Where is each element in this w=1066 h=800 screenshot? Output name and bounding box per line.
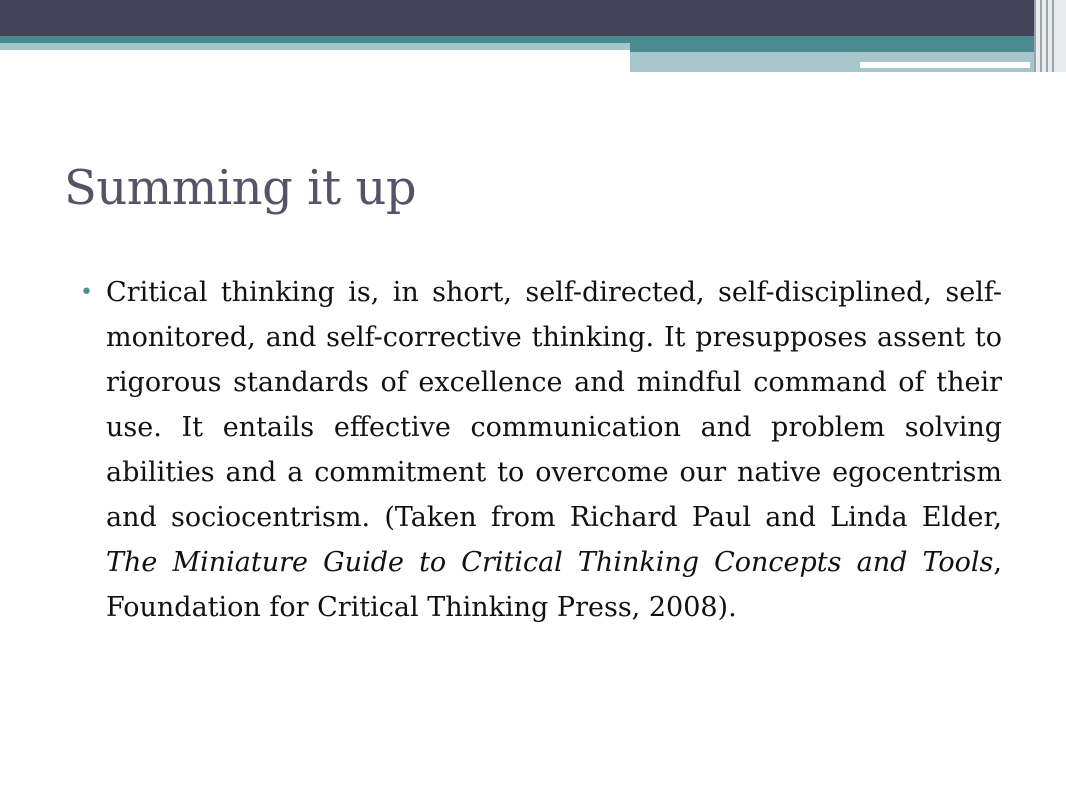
bullet-icon: •: [80, 280, 93, 305]
banner-vertical-stripes: [1034, 0, 1066, 72]
slide-title: Summing it up: [64, 160, 417, 216]
banner-white-line-left: [0, 50, 630, 52]
banner-white-line-right: [860, 62, 1030, 68]
book-title-italic: The Miniature Guide to Critical Thinking Concepts and Tools: [106, 547, 994, 578]
bullet-item: [80, 270, 1002, 630]
banner-dark-bar: [0, 0, 1066, 36]
paragraph-text-part1: Critical thinking is, in short, self-directed, self-disciplined, self-monitored, and self-corrective thinking. It presupposes assent to rigorous standards of excellence and mindful command of their use. It entails effective communication and problem solving abilities and a commitment to overcome our native egocentrism and sociocentrism. (Taken from Richard Paul and Linda Elder,: [106, 277, 1002, 533]
bullet-paragraph: [106, 270, 1002, 630]
slide-body: [80, 270, 1002, 630]
paragraph-text-part2: , Foundation for Critical Thinking Press, 2008).: [106, 547, 1002, 623]
